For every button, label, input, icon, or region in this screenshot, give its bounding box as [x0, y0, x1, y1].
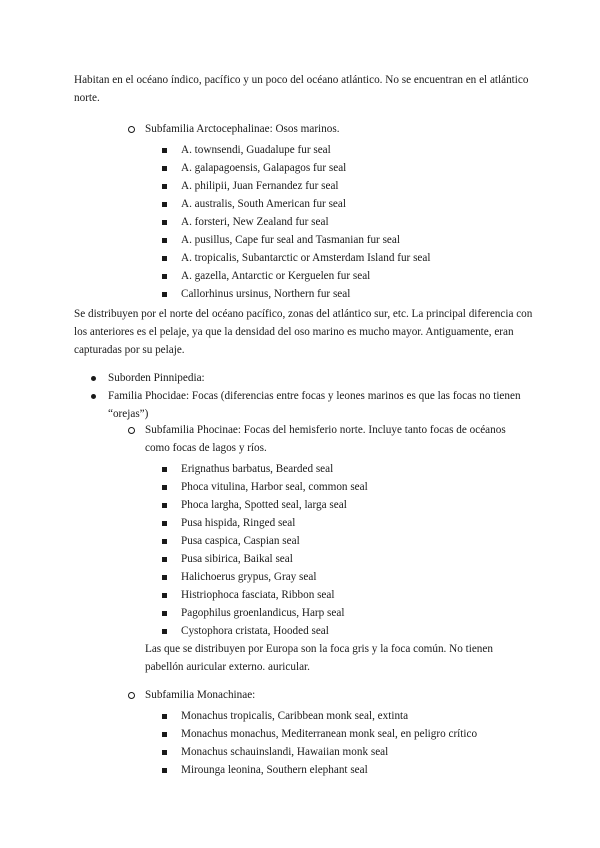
square-bullet-icon [162, 274, 167, 279]
monachinae-list [128, 707, 528, 779]
square-bullet-icon [162, 503, 167, 508]
list-item: A. philipii, Juan Fernandez fur seal [128, 177, 528, 195]
list-item: Pusa sibirica, Baikal seal [128, 550, 528, 568]
square-bullet-icon [162, 467, 167, 472]
suborden-label: Suborden Pinnipedia: [108, 372, 205, 384]
arctocephalinae-heading: Subfamilia Arctocephalinae: Osos marinos. [145, 123, 340, 135]
list-item: A. australis, South American fur seal [128, 195, 528, 213]
list-item: Histriophoca fasciata, Ribbon seal [128, 586, 528, 604]
familia-text: Familia Phocidae: Focas (diferencias entre focas y leones marinos es que las focas no tienen “orejas”) [108, 390, 521, 420]
square-bullet-icon [162, 575, 167, 580]
arctocephalinae-heading-row [128, 120, 528, 138]
list-item: Phoca largha, Spotted seal, larga seal [128, 496, 528, 514]
list-item: A. tropicalis, Subantarctic or Amsterdam Island fur seal [128, 249, 528, 267]
monachinae-heading-row [128, 686, 528, 704]
square-bullet-icon [162, 485, 167, 490]
list-item: Halichoerus grypus, Gray seal [128, 568, 528, 586]
list-item: Callorhinus ursinus, Northern fur seal [128, 285, 528, 303]
phocinae-list [128, 460, 528, 640]
list-item: Phoca vitulina, Harbor seal, common seal [128, 478, 528, 496]
list-item: A. gazella, Antarctic or Kerguelen fur seal [128, 267, 528, 285]
hollow-circle-bullet-icon [128, 427, 135, 434]
square-bullet-icon [162, 184, 167, 189]
phocinae-section [128, 421, 528, 640]
square-bullet-icon [162, 202, 167, 207]
square-bullet-icon [162, 521, 167, 526]
monachinae-section [128, 686, 528, 779]
filled-circle-bullet-icon [91, 394, 96, 399]
filled-circle-bullet-icon [91, 376, 96, 381]
arctocephalinae-section [128, 120, 528, 303]
list-item: Erignathus barbatus, Bearded seal [128, 460, 528, 478]
list-item: A. townsendi, Guadalupe fur seal [128, 141, 528, 159]
hollow-circle-bullet-icon [128, 692, 135, 699]
square-bullet-icon [162, 220, 167, 225]
list-item: Pusa hispida, Ringed seal [128, 514, 528, 532]
list-item: A. forsteri, New Zealand fur seal [128, 213, 528, 231]
phocinae-note: Las que se distribuyen por Europa son la foca gris y la foca común. No tienen pabellón auricular externo. auricular. [145, 643, 493, 673]
suborden-item [91, 369, 531, 387]
square-bullet-icon [162, 292, 167, 297]
square-bullet-icon [162, 714, 167, 719]
intro-paragraph: Habitan en el océano índico, pacífico y un poco del océano atlántico. No se encuentran en el atlántico norte. [74, 74, 529, 104]
familia-item [91, 387, 531, 423]
distribution-paragraph: Se distribuyen por el norte del océano pacífico, zonas del atlántico sur, etc. La principal diferencia con los anteriores es el pelaje, ya que la densidad del oso marino es mucho mayor. Antiguamente, eran capturadas por su pelaje. [74, 308, 533, 356]
square-bullet-icon [162, 557, 167, 562]
phocinae-heading: Subfamilia Phocinae: Focas del hemisferio norte. Incluye tanto focas de océanos como focas de lagos y ríos. [145, 424, 506, 454]
monachinae-heading: Subfamilia Monachinae: [145, 689, 256, 701]
square-bullet-icon [162, 539, 167, 544]
list-item: Pusa caspica, Caspian seal [128, 532, 528, 550]
square-bullet-icon [162, 768, 167, 773]
square-bullet-icon [162, 593, 167, 598]
list-item: Mirounga leonina, Southern elephant seal [128, 761, 528, 779]
square-bullet-icon [162, 148, 167, 153]
square-bullet-icon [162, 166, 167, 171]
list-item: A. galapagoensis, Galapagos fur seal [128, 159, 528, 177]
square-bullet-icon [162, 629, 167, 634]
square-bullet-icon [162, 732, 167, 737]
list-item: A. pusillus, Cape fur seal and Tasmanian fur seal [128, 231, 528, 249]
square-bullet-icon [162, 611, 167, 616]
list-item: Cystophora cristata, Hooded seal [128, 622, 528, 640]
list-item: Pagophilus groenlandicus, Harp seal [128, 604, 528, 622]
square-bullet-icon [162, 750, 167, 755]
square-bullet-icon [162, 256, 167, 261]
list-item: Monachus tropicalis, Caribbean monk seal, extinta [128, 707, 528, 725]
hollow-circle-bullet-icon [128, 126, 135, 133]
square-bullet-icon [162, 238, 167, 243]
list-item: Monachus schauinslandi, Hawaiian monk seal [128, 743, 528, 761]
arctocephalinae-list [128, 141, 528, 303]
list-item: Monachus monachus, Mediterranean monk seal, en peligro crítico [128, 725, 528, 743]
